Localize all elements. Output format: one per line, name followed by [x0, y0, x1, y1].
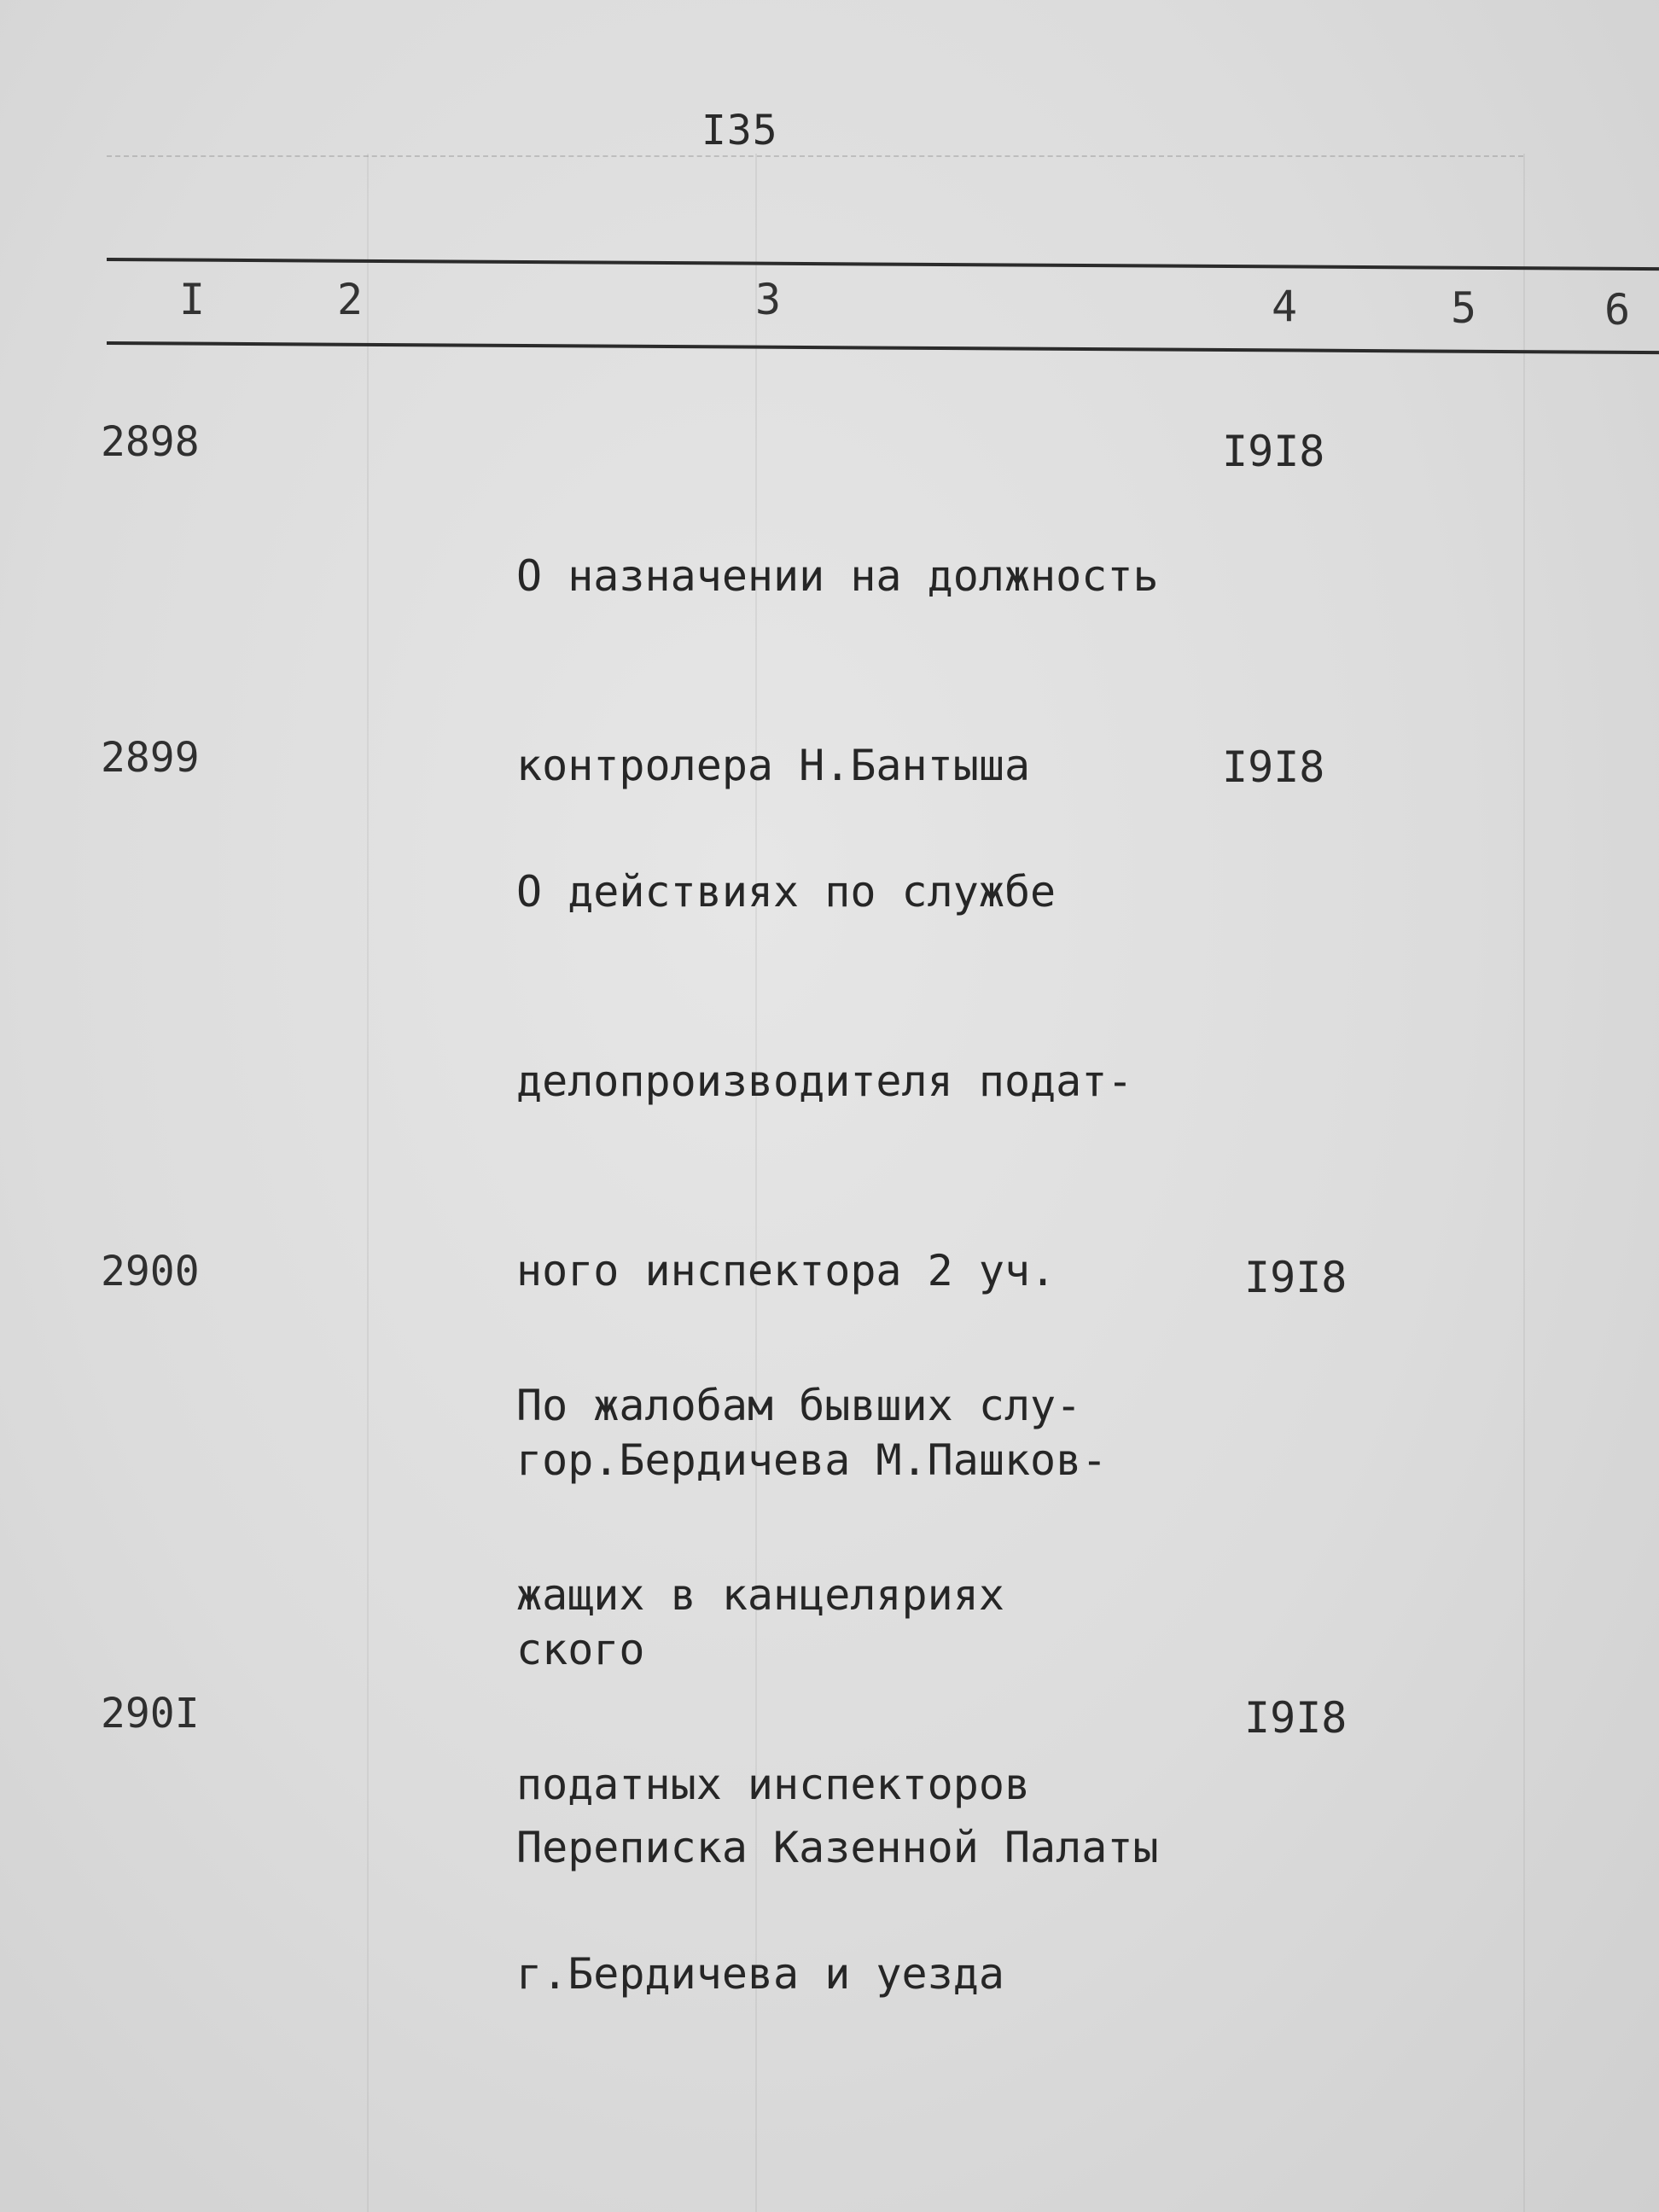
- entry-number: 290I: [101, 1690, 200, 1738]
- entry-year: I9I8: [1244, 1693, 1348, 1743]
- entry-year: I9I8: [1222, 742, 1325, 792]
- column-number-1: I: [179, 275, 206, 324]
- entry-title-line: гор.Бердичева М.Пашков-: [516, 1435, 1108, 1485]
- entry-title-line: делопроизводителя подат-: [516, 1057, 1133, 1106]
- header-top-rule: [107, 258, 1659, 271]
- column-number-3: 3: [755, 275, 782, 324]
- entry-title-line: О назначении на должность: [516, 551, 1159, 601]
- column-number-4: 4: [1272, 282, 1298, 331]
- entry-number: 2899: [101, 734, 200, 782]
- entry-title-line: Переписка Казенной Палаты: [516, 1823, 1159, 1872]
- entry-year: I9I8: [1244, 1253, 1348, 1302]
- entry-title-line: ного инспектора 2 уч.: [516, 1246, 1057, 1295]
- header-bottom-rule: [107, 341, 1659, 354]
- column-number-2: 2: [337, 275, 364, 324]
- entry-title-line: податных инспекторов: [516, 1760, 1031, 1809]
- column-number-6: 6: [1604, 285, 1631, 335]
- page-number: I35: [701, 107, 778, 154]
- faint-dotted-rule: [107, 155, 1523, 157]
- entry-title-line: По жалобам бывших слу-: [516, 1381, 1082, 1430]
- entry-number: 2898: [101, 418, 200, 466]
- entry-number: 2900: [101, 1248, 200, 1295]
- entry-title-line: жащих в канцеляриях: [516, 1570, 1004, 1620]
- column-divider: [367, 154, 369, 2212]
- entry-title: [516, 1690, 1159, 2005]
- entry-title-line: контролера Н.Бантыша: [516, 741, 1031, 790]
- entry-year: I9I8: [1222, 427, 1325, 476]
- entry-title-line: г.Бердичева и уезда: [516, 1949, 1004, 1999]
- entry-title-line: ского: [516, 1625, 645, 1674]
- column-number-5: 5: [1451, 283, 1477, 333]
- column-divider: [1523, 154, 1525, 2212]
- entry-title-line: О действиях по службе: [516, 867, 1057, 917]
